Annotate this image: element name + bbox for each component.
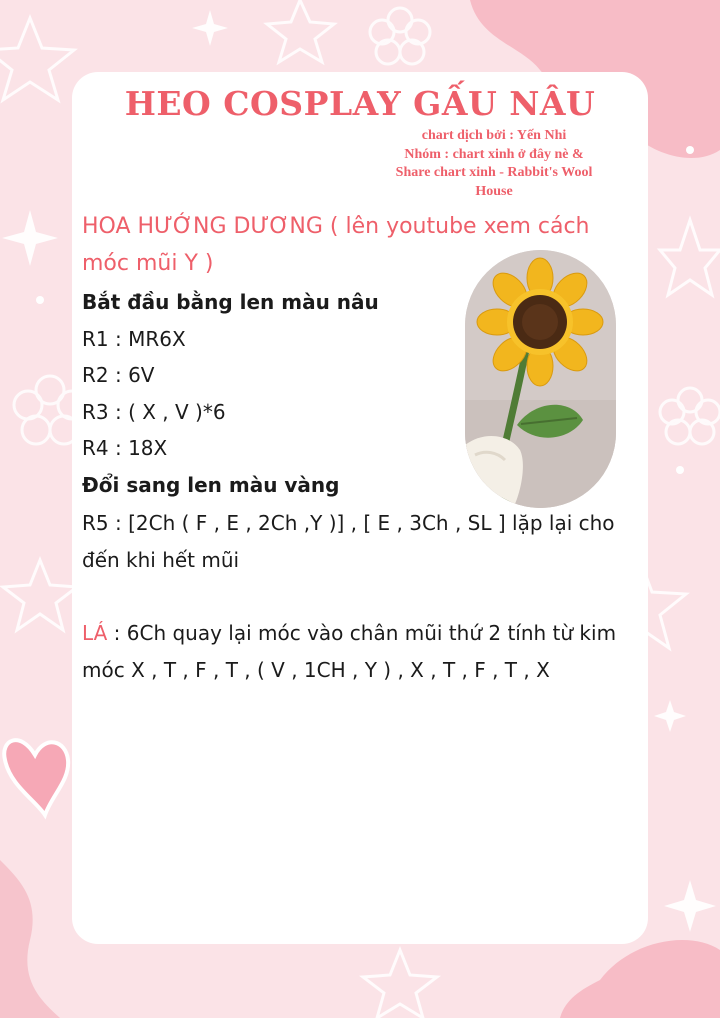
- flower-section-title: HOA HƯỚNG DƯƠNG ( lên youtube xem cách móc mũi Y ): [82, 214, 590, 276]
- switch-color-label: Đổi sang len màu vàng: [82, 472, 340, 497]
- leaf-text: : 6Ch quay lại móc vào chân mũi thứ 2 tính từ kim móc X , T , F , T , ( V , 1CH , Y ) , X , T , F , T , X: [82, 621, 617, 682]
- page-title: HEO COSPLAY GẤU NÂU: [124, 84, 596, 123]
- leaf-instructions: [82, 615, 637, 689]
- credits-block: [356, 127, 632, 201]
- start-color-label: Bắt đầu bằng len màu nâu: [82, 290, 379, 314]
- sunflower-photo: [465, 250, 616, 508]
- flower-pattern-rows: [82, 284, 472, 503]
- credit-line-group: Nhóm : chart xinh ở đây nè &: [404, 146, 584, 162]
- row-r4: R4 : 18X: [82, 436, 168, 460]
- leaf-label: LÁ: [82, 621, 108, 645]
- row-r2: R2 : 6V: [82, 363, 155, 387]
- row-r1: R1 : MR6X: [82, 326, 186, 351]
- credit-line-share: Share chart xinh - Rabbit's Wool: [395, 165, 593, 180]
- credit-line-house: House: [475, 183, 513, 199]
- row-r5: R5 : [2Ch ( F , E , 2Ch ,Y )] , [ E , 3Ch , SL ] lặp lại cho đến khi hết mũi: [82, 511, 615, 572]
- credit-line-translator: chart dịch bởi : Yến Nhi: [421, 128, 567, 143]
- row-r3: R3 : ( X , V )*6: [82, 399, 226, 424]
